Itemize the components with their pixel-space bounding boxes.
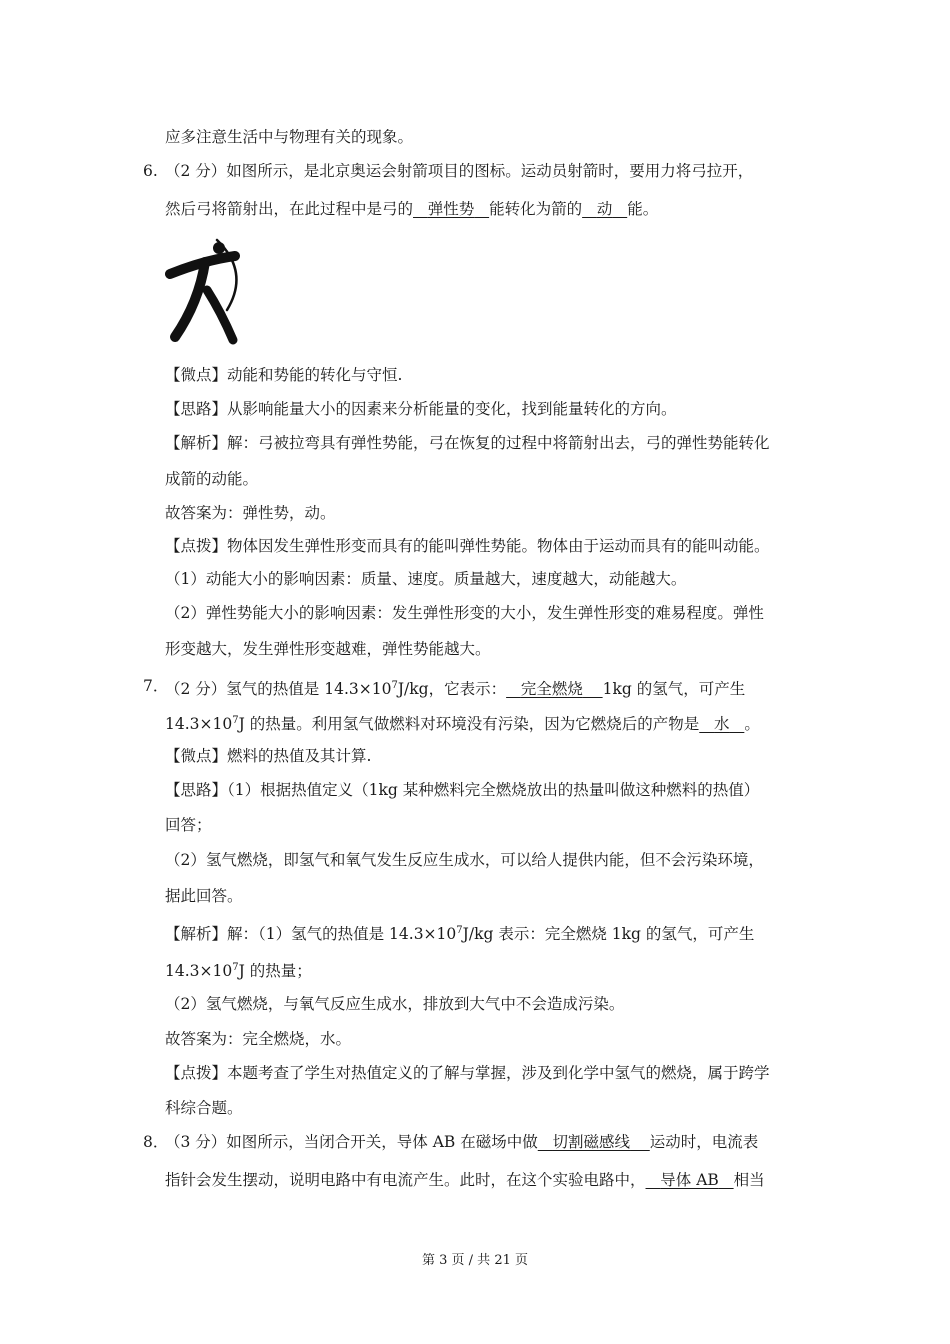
text-line: （2）氢气燃烧，与氧气反应生成水，排放到大气中不会造成污染。 [165, 995, 625, 1013]
question-text: （2 分）如图所示，是北京奥运会射箭项目的图标。运动员射箭时，要用力将弓拉开， [165, 162, 754, 180]
text-line: 【思路】从影响能量大小的因素来分析能量的变化，找到能量转化的方向。 [165, 400, 677, 418]
text-line: 【微点】动能和势能的转化与守恒. [165, 366, 403, 384]
question-text: （3 分）如图所示，当闭合开关，导体 AB 在磁场中做 切割磁感线 运动时，电流表 [165, 1133, 759, 1151]
text-line: （2）弹性势能大小的影响因素：发生弹性形变的大小，发生弹性形变的难易程度。弹性 [165, 604, 764, 622]
page-footer: 第 3 页 / 共 21 页 [422, 1253, 528, 1268]
text-line: 科综合题。 [165, 1099, 243, 1117]
text-line: 【解析】解：（1）氢气的热值是 $14.3\times 10^7J/kg$ 表示：完全燃烧 1kg 的氢气，可产生 [165, 925, 755, 944]
text-line: （1）动能大小的影响因素：质量、速度。质量越大，速度越大，动能越大。 [165, 570, 687, 588]
answer-blank: 动 [596, 200, 613, 218]
answer-blank: 水 [714, 715, 730, 734]
text-line: 应多注意生活中与物理有关的现象。 [165, 128, 414, 146]
question-text: $14.3\times 10^7J$ 的热量。利用氢气做燃料对环境没有污染，因为它燃烧后的产物是 水 。 [165, 715, 760, 734]
text-line: （2）氢气燃烧，即氢气和氧气发生反应生成水，可以给人提供内能，但不会污染环境， [165, 851, 764, 869]
text-line: 回答； [165, 816, 212, 834]
text-line: 成箭的动能。 [165, 470, 259, 488]
question-text: （2 分）氢气的热值是 $14.3\times 10^7J/kg$，它表示： 完全燃烧 1kg 的氢气，可产生 [165, 680, 746, 699]
text-line: 形变越大，发生弹性形变越难，弹性势能越大。 [165, 640, 491, 658]
question-number: 7． [143, 677, 169, 695]
text-line: 【点拨】物体因发生弹性形变而具有的能叫弹性势能。物体由于运动而具有的能叫动能。 [165, 537, 770, 555]
question-text: 然后弓将箭射出，在此过程中是弓的 弹性势 能转化为箭的 动 能。 [165, 200, 659, 218]
text-line: 【微点】燃料的热值及其计算. [165, 747, 372, 765]
question-number: 6. [143, 162, 158, 180]
text-line: 【思路】（1）根据热值定义（1kg 某种燃料完全燃烧放出的热量叫做这种燃料的热值） [165, 781, 760, 799]
question-number: 8． [143, 1133, 169, 1151]
answer-blank: 完全燃烧 [520, 680, 583, 699]
text-line: 据此回答。 [165, 887, 243, 905]
question-text: 指针会发生摆动，说明电路中有电流产生。此时，在这个实验电路中， 导体 AB 相当 [165, 1171, 765, 1189]
archery-pictogram-icon [165, 232, 245, 347]
answer-blank: 弹性势 [427, 200, 475, 218]
text-line: 故答案为：完全燃烧，水。 [165, 1030, 352, 1048]
answer-blank: 导体 AB [660, 1171, 719, 1189]
text-line: 【解析】解：弓被拉弯具有弹性势能，弓在恢复的过程中将箭射出去，弓的弹性势能转化 [165, 434, 770, 452]
text-line: 故答案为：弹性势，动。 [165, 504, 336, 522]
answer-blank: 切割磁感线 [552, 1133, 631, 1151]
text-line: $14.3\times 10^7J$ 的热量； [165, 962, 312, 981]
text-line: 【点拨】本题考查了学生对热值定义的了解与掌握，涉及到化学中氢气的燃烧，属于跨学 [165, 1064, 770, 1082]
